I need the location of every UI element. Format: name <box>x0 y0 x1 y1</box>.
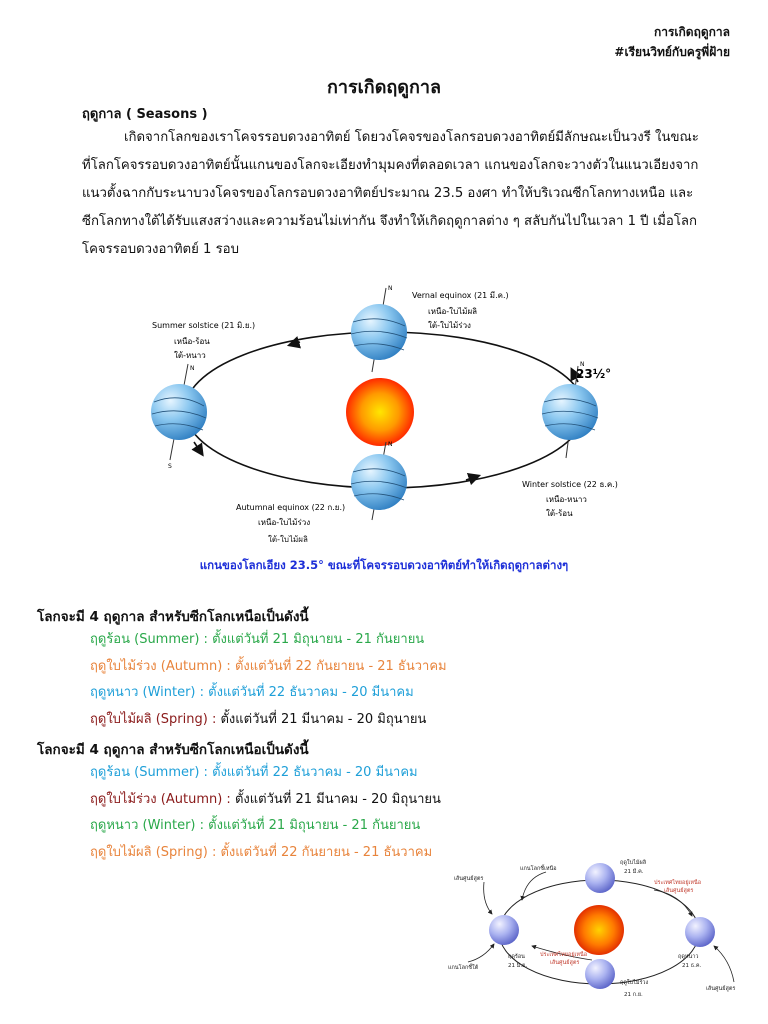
thai-east-label: ประเทศไทยอยู่เหนือ <box>654 880 702 886</box>
tilt-label: 23½° <box>576 367 612 381</box>
pointer-2 <box>484 882 492 914</box>
svg-text:N: N <box>388 285 393 292</box>
earth-spring-2 <box>585 863 615 893</box>
season-item: ฤดูหนาว (Winter) : ตั้งแต่วันที่ 22 ธันวาคม - 20 มีนาคม <box>90 685 414 700</box>
earth-vernal <box>351 285 407 372</box>
south-seasons-heading: โลกจะมี 4 ฤดูกาล สำหรับซีกโลกเหนือเป็นดังนี้ <box>37 742 309 758</box>
thai-south-label: ประเทศไทยอยู่เหนือ <box>540 952 588 958</box>
earth-autumnal <box>351 441 407 520</box>
autumnal-south-label: ใต้-ใบไม้ผลิ <box>268 535 308 544</box>
season-item: ฤดูใบไม้ร่วง (Autumn) : ตั้งแต่วันที่ 22 กันยายน - 21 ธันวาคม <box>90 658 447 674</box>
orbit-arrow-top <box>290 342 300 345</box>
header-hashtag: #เรียนวิทย์กับครูพี่ฝ้าย <box>614 45 730 59</box>
page-header <box>614 22 730 62</box>
vernal-north-label: เหนือ-ใบไม้ผลิ <box>428 307 478 316</box>
svg-text:N: N <box>580 361 585 368</box>
winter-solstice-label: Winter solstice (22 ธ.ค.) <box>522 480 618 489</box>
equator-left-label: เส้นศูนย์สูตร <box>454 876 484 882</box>
pointer-1 <box>522 872 546 900</box>
north-seasons-heading: โลกจะมี 4 ฤดูกาล สำหรับซีกโลกเหนือเป็นดังนี้ <box>37 609 309 625</box>
section-title: ฤดูกาล ( Seasons ) <box>82 107 208 122</box>
thai-east-label-2: เส้นศูนย์สูตร <box>664 888 694 894</box>
svg-text:S: S <box>168 463 172 470</box>
earth-autumn-2 <box>585 959 615 989</box>
season-item: ฤดูร้อน (Summer) : ตั้งแต่วันที่ 22 ธันวาคม - 20 มีนาคม <box>90 765 418 780</box>
thailand-seasons-diagram <box>444 842 754 1004</box>
vernal-equinox-label: Vernal equinox (21 มี.ค.) <box>412 291 509 300</box>
summer-date-2: 21 มิ.ย. <box>508 963 528 969</box>
thai-south-label-2: เส้นศูนย์สูตร <box>550 960 580 966</box>
document-title: การเกิดฤดูกาล <box>326 77 442 98</box>
winter-label-2: ฤดูหนาว <box>678 954 699 960</box>
season-item: ฤดูใบไม้ผลิ (Spring) : ตั้งแต่วันที่ 21 มีนาคม - 20 มิถุนายน <box>90 711 427 727</box>
winter-south-label: ใต้-ร้อน <box>546 509 573 518</box>
axis-south-label: แกนโลกชี้ใต้ <box>448 965 479 971</box>
season-item: ฤดูร้อน (Summer) : ตั้งแต่วันที่ 21 มิถุนายน - 21 กันยายน <box>90 632 425 647</box>
autumn-date-2: 21 ก.ย. <box>624 992 643 998</box>
summer-solstice-label: Summer solstice (21 มิ.ย.) <box>152 321 256 330</box>
svg-text:N: N <box>190 365 195 372</box>
summer-south-label: ใต้-หนาว <box>174 351 206 360</box>
equator-right-label: เส้นศูนย์สูตร <box>706 986 736 992</box>
spring-date: 21 มี.ค. <box>624 869 644 875</box>
season-item: ฤดูหนาว (Winter) : ตั้งแต่วันที่ 21 มิถุนายน - 21 กันยายน <box>90 818 421 833</box>
diagram-caption: แกนของโลกเอียง 23.5° ขณะที่โคจรรอบดวงอาทิตย์ทำให้เกิดฤดูกาลต่างๆ <box>199 558 569 572</box>
season-item: ฤดูใบไม้ร่วง (Autumn) : ตั้งแต่วันที่ 21 มีนาคม - 20 มิถุนายน <box>90 791 441 807</box>
autumnal-equinox-label: Autumnal equinox (22 ก.ย.) <box>236 503 346 512</box>
earth-winter-2 <box>685 917 715 947</box>
autumnal-north-label: เหนือ-ใบไม้ร่วง <box>258 518 311 527</box>
south-seasons-list <box>90 760 441 866</box>
vernal-south-label: ใต้-ใบไม้ร่วง <box>428 321 471 330</box>
pointer-6 <box>714 946 734 982</box>
earth-summer-2 <box>489 915 519 945</box>
svg-text:N: N <box>388 441 393 448</box>
earth-summer <box>151 364 207 470</box>
sun-2 <box>574 905 624 955</box>
axis-north-label: แกนโลกชี้เหนือ <box>520 866 557 872</box>
spring-label: ฤดูใบไม้ผลิ <box>620 860 647 866</box>
summer-north-label: เหนือ-ร้อน <box>174 337 210 346</box>
winter-north-label: เหนือ-หนาว <box>546 495 587 504</box>
autumn-label-2: ฤดูใบไม้ร่วง <box>620 980 649 986</box>
season-item: ฤดูใบไม้ผลิ (Spring) : ตั้งแต่วันที่ 22 กันยายน - 21 ธันวาคม <box>90 844 433 860</box>
winter-date-2: 21 ธ.ค. <box>682 963 702 969</box>
summer-label-2: ฤดูร้อน <box>508 954 525 960</box>
header-title: การเกิดฤดูกาล <box>653 25 730 39</box>
pointer-3 <box>468 944 494 962</box>
intro-paragraph: เกิดจากโลกของเราโคจรรอบดวงอาทิตย์ โดยวงโคจรของโลกรอบดวงอาทิตย์มีลักษณะเป็นวงรี ในขณะที่โลกโคจรรอบดวงอาทิตย์นั้นแกนของโลกจะเอียงทำมุมคงที่ตลอดเวลา แกนของโลกจะวางตัวในแนวเอียงจากแนวตั้งฉากกับระนาบวงโคจรของโลกรอบดวงอาทิตย์ประมาณ 23.5 องศา ทำให้บริเวณซีกโลกทางเหนือ และซีกโลกทางใต้ได้รับแสงสว่างและความร้อนไม่เท่ากัน จึงทำให้เกิดฤดูกาลต่าง ๆ สลับกันไปในเวลา 1 ปี เมื่อโลกโคจรรอบดวงอาทิตย์ 1 รอบ <box>82 130 699 257</box>
orbit-arrow-left <box>194 442 202 454</box>
sun <box>346 378 414 446</box>
earth-orbit-diagram <box>150 282 620 527</box>
north-seasons-list <box>90 627 447 733</box>
